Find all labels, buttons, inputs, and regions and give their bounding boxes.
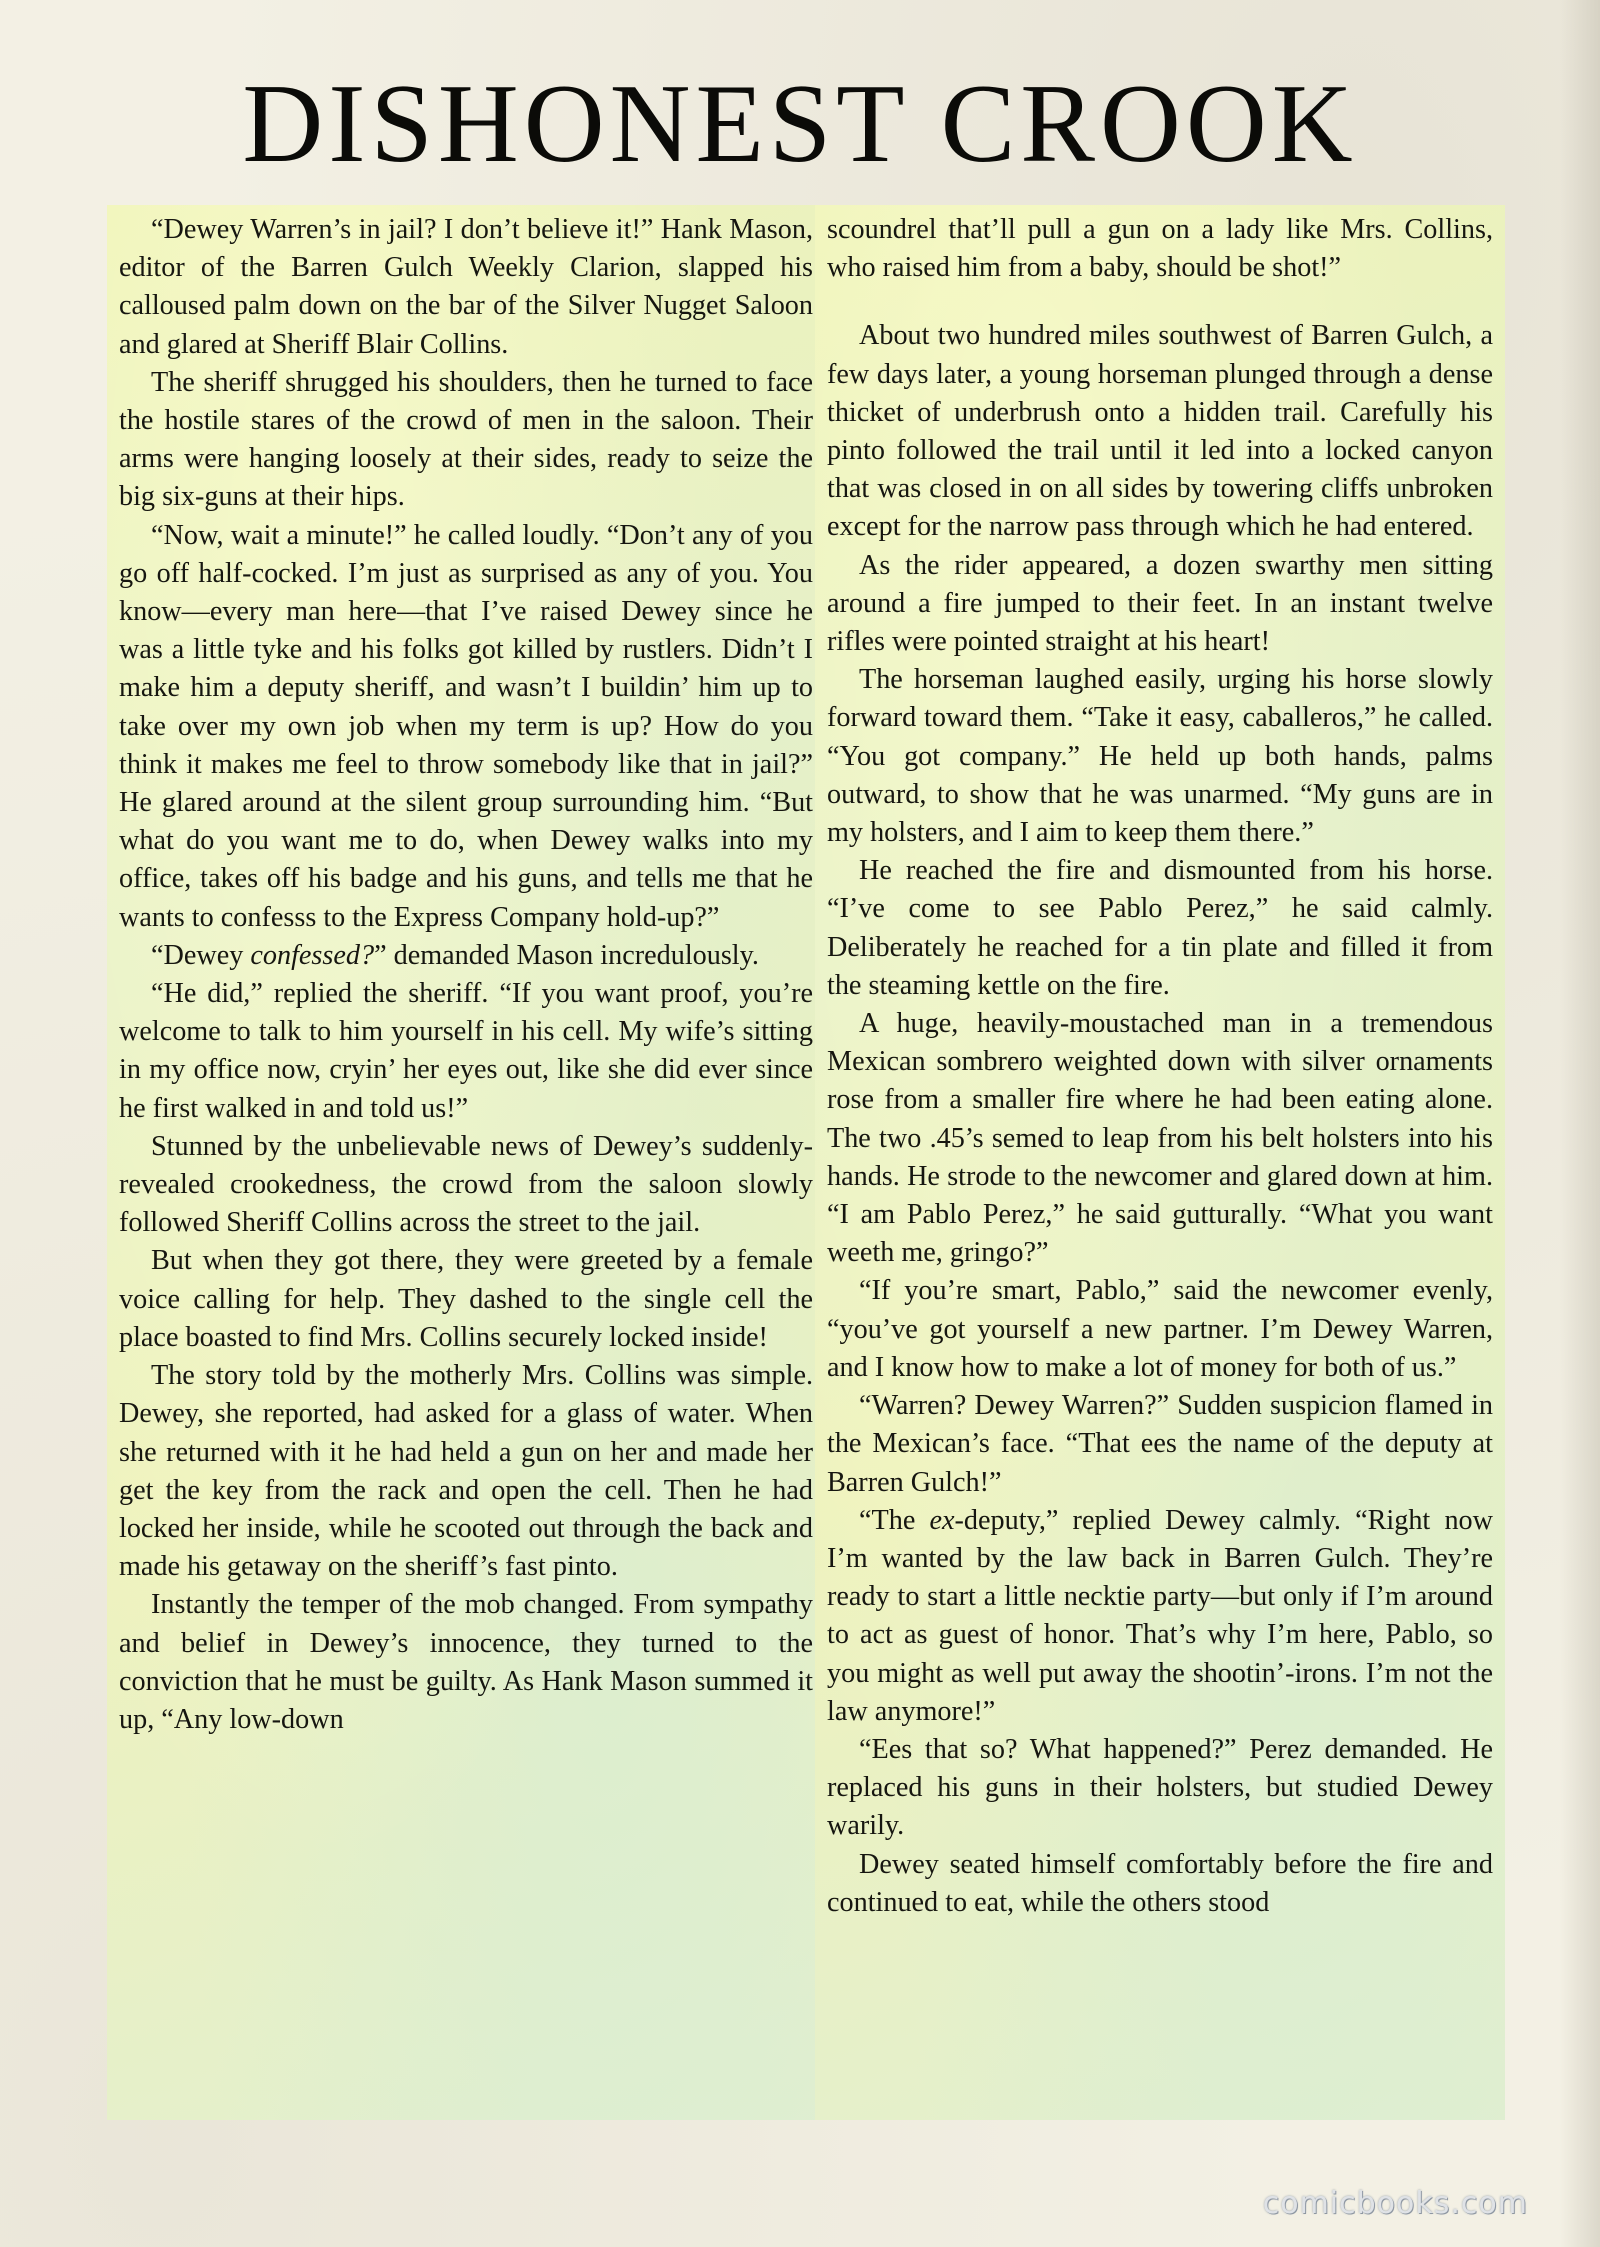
emphasis-text: ex (929, 1504, 955, 1536)
emphasis-text: confessed? (250, 939, 375, 971)
paragraph: He reached the fire and dismounted from his horse. “I’ve come to see Pablo Perez,” he said calmly. Deliberately he reached for a tin plate and filled it from the steaming kettle on the fire. (827, 855, 1493, 1001)
paragraph: scoundrel that’ll pull a gun on a lady like Mrs. Collins, who raised him from a baby, should be shot!” (827, 214, 1493, 284)
paragraph (119, 937, 813, 975)
paragraph: “Ees that so? What happened?” Perez demanded. He replaced his guns in their holsters, but studied Dewey warily. (827, 1733, 1493, 1842)
text-run: “The (859, 1504, 930, 1536)
paragraph: But when they got there, they were greeted by a female voice calling for help. They dashed to the single cell the place boasted to find Mrs. Collins securely locked inside! (119, 1245, 813, 1353)
paragraph: The story told by the motherly Mrs. Collins was simple. Dewey, she reported, had asked for a glass of water. When she returned with it he had held a gun on her and made her get the key from the rack and open the cell. Then he had locked her inside, while he scooted out through the back and made his getaway on the sheriff’s fast pinto. (119, 1360, 813, 1583)
paragraph: About two hundred miles southwest of Barren Gulch, a few days later, a young horseman plunged through a dense thicket of underbrush onto a hidden trail. Carefully his pinto followed the trail until it led into a locked canyon that was closed in on all sides by towering cliffs unbroken except for the narrow pass through which he had entered. (827, 320, 1493, 543)
text-run: ” demanded Mason incredulously. (374, 939, 759, 971)
paragraph: Instantly the temper of the mob changed. From sympathy and belief in Dewey’s innocence, they turned to the conviction that he must be guilty. As Hank Mason summed it up, “Any low-down (119, 1589, 813, 1735)
text-run: -deputy,” replied Dewey calmly. “Right now I’m wanted by the law back in Barren Gulch. They’re ready to start a little necktie party—but only if I’m around to act as guest of honor. That’s why I’m here, Pablo, so you might as well put away the shootin’-irons. I’m not the law anymore!” (827, 1504, 1493, 1727)
page-edge-shading (1560, 0, 1600, 2247)
text-run: “Dewey (151, 939, 251, 971)
paragraph: Dewey seated himself comfortably before the fire and continued to eat, while the others stood (827, 1848, 1493, 1918)
paragraph: “If you’re smart, Pablo,” said the newcomer evenly, “you’ve got yourself a new partner. I’m Dewey Warren, and I know how to make a lot of money for both of us.” (827, 1275, 1493, 1383)
paragraph (827, 1502, 1493, 1731)
paragraph: As the rider appeared, a dozen swarthy men sitting around a fire jumped to their feet. In an instant twelve rifles were pointed straight at his heart! (827, 549, 1493, 658)
paragraph: “He did,” replied the sheriff. “If you want proof, you’re welcome to talk to him yourself in his cell. My wife’s sitting in my office now, cryin’ her eyes out, like she did ever since he first walked in and told us!” (119, 978, 813, 1124)
site-watermark: comicbooks.com (1262, 2186, 1528, 2221)
paragraph: Stunned by the unbelievable news of Dewey’s suddenly-revealed crookedness, the crowd from the saloon slowly followed Sheriff Collins across the street to the jail. (119, 1130, 813, 1239)
paragraph: A huge, heavily-moustached man in a tremendous Mexican sombrero weighted down with silver ornaments rose from a smaller fire where he had been eating alone. The two .45’s semed to leap from his belt holsters into his hands. He strode to the newcomer and glared down at him. “I am Pablo Perez,” he said gutturally. “What you want weeth me, gringo?” (827, 1008, 1493, 1269)
left-text-column (107, 205, 825, 2120)
right-text-column (815, 205, 1505, 2120)
paragraph: “Now, wait a minute!” he called loudly. “Don’t any of you go off half-cocked. I’m just as surprised as any of you. You know—every man here—that I’ve raised Dewey since he was a little tyke and his folks got killed by rustlers. Didn’t I make him a deputy sheriff, and wasn’t I buildin’ him up to take over my own job when my term is up? How do you think it makes me feel to throw somebody like that in jail?” He glared around at the silent group surrounding him. “But what do you want me to do, when Dewey walks into my office, takes off his badge and his guns, and tells me that he wants to confesss to the Express Company hold-up?” (119, 519, 813, 933)
paragraph: The horseman laughed easily, urging his horse slowly forward toward them. “Take it easy, caballeros,” he called. “You got company.” He held up both hands, palms outward, to show that he was unarmed. “My guns are in my holsters, and I aim to keep them there.” (827, 664, 1493, 849)
story-title: DISHONEST CROOK (242, 62, 1358, 186)
paragraph: “Warren? Dewey Warren?” Sudden suspicion flamed in the Mexican’s face. “That ees the name of the deputy at Barren Gulch!” (827, 1390, 1493, 1498)
paragraph: “Dewey Warren’s in jail? I don’t believe it!” Hank Mason, editor of the Barren Gulch Weekly Clarion, slapped his calloused palm down on the bar of the Silver Nugget Saloon and glared at Sheriff Blair Collins. (119, 214, 813, 360)
paragraph: The sheriff shrugged his shoulders, then he turned to face the hostile stares of the crowd of men in the saloon. Their arms were hanging loosely at their sides, ready to seize the big six-guns at their hips. (119, 366, 813, 513)
